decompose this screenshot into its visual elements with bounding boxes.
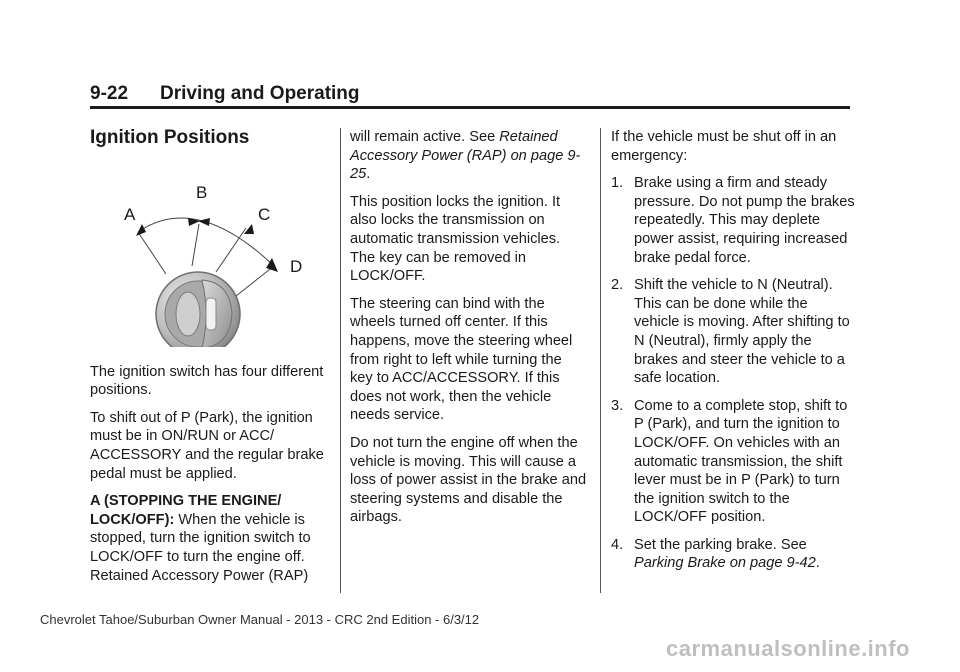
arrow-b-right-icon: [198, 218, 210, 226]
section-title: Driving and Operating: [160, 83, 360, 104]
column-divider-2: [600, 128, 601, 593]
step-text: Set the parking brake. See: [634, 536, 807, 553]
list-item: [611, 174, 856, 267]
parking-brake-link[interactable]: Parking Brake on page 9-42: [634, 555, 816, 572]
ignition-diagram-svg: [90, 162, 330, 347]
paragraph: The steering can bind with the wheels turned off center. If this happens, move the steering wheel from right to left while turning the key to ACC/ACCESSORY. If this does not work, then the vehicle needs service.: [350, 295, 573, 424]
step-number: 4.: [611, 536, 624, 553]
position-a-label: A (STOPPING THE ENGINE/ LOCK/OFF):: [90, 493, 282, 528]
position-line-a: [138, 232, 166, 274]
page-number: 9-22: [90, 83, 129, 104]
list-item: [611, 397, 856, 527]
manual-edition: Chevrolet Tahoe/Suburban Owner Manual - 2013 - CRC 2nd Edition - 6/3/12: [40, 612, 480, 627]
label-d: D: [290, 256, 303, 276]
watermark: carmanualsonline.info: [666, 636, 910, 661]
page-footer: [40, 612, 920, 664]
step-end: .: [815, 555, 820, 572]
step-text: Come to a complete stop, shift to P (Park), and turn the ignition to LOCK/OFF. On vehicles with an automatic transmission, the shift lever must be in P (Park) to turn the ignition switch to the LOCK/OFF position.: [634, 397, 848, 526]
column-divider-1: [340, 128, 341, 593]
paragraph: The ignition switch has four different positions.: [90, 363, 324, 399]
position-line-b: [192, 224, 199, 266]
emergency-steps-list: [611, 174, 856, 573]
rap-reference-end: .: [366, 166, 371, 183]
column-1: [90, 126, 330, 594]
rap-reference-text: will remain active. See: [350, 129, 500, 145]
section-heading: Ignition Positions: [90, 127, 250, 148]
rap-page-link[interactable]: Retained Accessory Power (RAP) on page 9-25: [350, 129, 581, 183]
step-text: Brake using a firm and steady pressure. Do not pump the brakes repeatedly. This may deplete power assist, requiring increased brake pedal force.: [634, 175, 855, 266]
step-number: 3.: [611, 397, 624, 414]
emergency-intro: If the vehicle must be shut off in an emergency:: [611, 129, 837, 164]
label-c: C: [258, 204, 271, 224]
rotation-arc: [138, 218, 274, 266]
ignition-diagram: [90, 162, 330, 347]
key-slot-icon: [206, 298, 216, 330]
paragraph: Do not turn the engine off when the vehicle is moving. This will cause a loss of power assist in the brake and steering systems and disable the airbags.: [350, 434, 587, 526]
step-number: 1.: [611, 175, 624, 192]
label-a: A: [124, 204, 136, 224]
header-rule: [90, 106, 850, 109]
paragraph-position-a: [90, 492, 330, 585]
paragraph: To shift out of P (Park), the ignition must be in ON/RUN or ACC/ ACCESSORY and the regular brake pedal must be applied.: [90, 409, 324, 482]
step-text: Shift the vehicle to N (Neutral). This can be done while the vehicle is moving. After shifting to N (Neutral), firmly apply the brakes and steer the vehicle to a safe location.: [634, 277, 850, 387]
paragraph-rap-reference: [350, 128, 588, 184]
column-3: [611, 128, 856, 582]
label-b: B: [196, 182, 208, 202]
position-line-c: [216, 228, 246, 272]
position-line-d: [236, 266, 274, 296]
ignition-slot-left-icon: [176, 292, 200, 336]
list-item: [611, 536, 856, 573]
page-header: [90, 80, 850, 110]
column-2: [350, 128, 588, 536]
position-a-text: When the vehicle is stopped, turn the ignition switch to LOCK/OFF to turn the engine off. Retained Accessory Power (RAP): [90, 511, 311, 584]
paragraph: This position locks the ignition. It also locks the transmission on automatic transmission vehicles. The key can be removed in LOCK/OFF.: [350, 193, 561, 285]
list-item: [611, 276, 856, 388]
step-number: 2.: [611, 277, 624, 294]
arrow-a-icon: [136, 224, 146, 236]
